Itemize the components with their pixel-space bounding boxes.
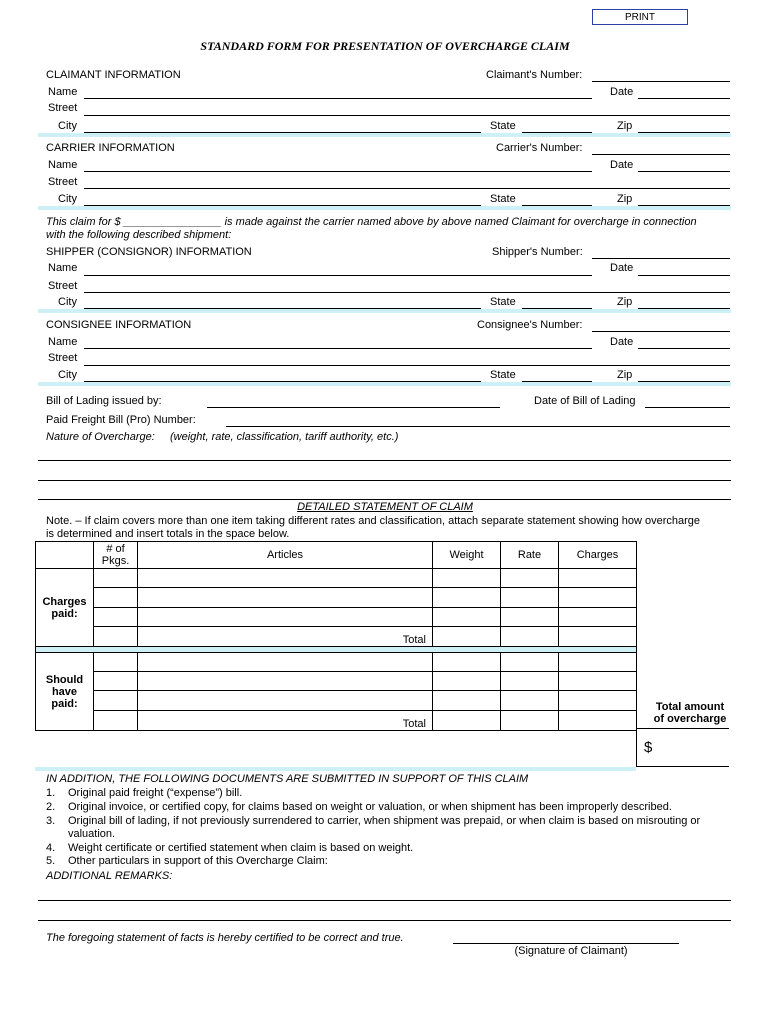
table-cell[interactable] [138, 691, 433, 711]
consignee-heading: CONSIGNEE INFORMATION [46, 319, 192, 331]
additional-remarks-label: ADDITIONAL REMARKS: [46, 870, 173, 882]
bill-of-lading-date-field[interactable] [645, 407, 730, 408]
document-item-3: 3. Original bill of lading, if not previously surrendered to carrier, when shipment was prepaid, or when claim is based on misrouting or [46, 815, 701, 827]
table-cell[interactable] [94, 711, 138, 731]
paid-freight-label: Paid Freight Bill (Pro) Number: [46, 414, 196, 426]
nature-hint: (weight, rate, classification, tariff authority, etc.) [170, 431, 399, 443]
detail-note-line2: is determined and insert totals in the space below. [46, 528, 290, 540]
document-item-2: 2. Original invoice, or certified copy, for claims based on weight or valuation, or when shipment has been improperly described. [46, 801, 672, 813]
consignee-number-label: Consignee's Number: [477, 319, 583, 331]
total-overcharge-label: Total amount of overcharge [653, 701, 727, 725]
section-divider [38, 382, 731, 386]
table-cell[interactable] [138, 672, 433, 691]
table-cell[interactable] [138, 608, 433, 627]
carrier-date-label: Date [610, 159, 634, 171]
table-cell[interactable] [559, 608, 637, 627]
consignee-city-label: City [58, 369, 77, 381]
table-cell[interactable] [433, 588, 501, 608]
nature-line-2[interactable] [38, 480, 731, 481]
claimant-date-field[interactable] [638, 98, 730, 99]
table-cell[interactable] [94, 627, 138, 647]
shipper-date-label: Date [610, 262, 634, 274]
table-cell[interactable] [559, 653, 637, 672]
carrier-street-field[interactable] [84, 188, 730, 189]
bill-of-lading-date-label: Date of Bill of Lading [534, 395, 636, 407]
signature-field[interactable] [453, 943, 679, 944]
should-have-paid-total-label: Total [138, 711, 433, 731]
claim-statement-line1: This claim for $ ________________ is made against the carrier named above by above named Claimant for overcharge in connection [46, 216, 697, 228]
carrier-zip-label: Zip [617, 193, 633, 205]
col-weight-header: Weight [433, 542, 501, 569]
consignee-date-field[interactable] [638, 348, 730, 349]
table-cell[interactable] [501, 653, 559, 672]
carrier-name-field[interactable] [84, 171, 592, 172]
document-item-4: 4. Weight certificate or certified statement when claim is based on weight. [46, 842, 414, 854]
table-bottom-strip [35, 767, 636, 771]
carrier-number-label: Carrier's Number: [496, 142, 583, 154]
consignee-street-field[interactable] [84, 365, 730, 366]
claim-table [35, 541, 637, 731]
table-cell[interactable] [559, 672, 637, 691]
carrier-heading: CARRIER INFORMATION [46, 142, 175, 154]
table-cell[interactable] [501, 672, 559, 691]
claimant-city-label: City [58, 120, 77, 132]
table-cell[interactable] [559, 627, 637, 647]
table-cell[interactable] [501, 569, 559, 588]
claimant-date-label: Date [610, 86, 634, 98]
document-item-5: 5. Other particulars in support of this Overcharge Claim: [46, 855, 328, 867]
carrier-city-label: City [58, 193, 77, 205]
carrier-date-field[interactable] [638, 171, 730, 172]
table-cell[interactable] [501, 588, 559, 608]
remarks-line-2[interactable] [38, 920, 731, 921]
consignee-name-field[interactable] [84, 348, 592, 349]
table-cell[interactable] [501, 711, 559, 731]
col-charges-header: Charges [559, 542, 637, 569]
table-cell[interactable] [138, 569, 433, 588]
shipper-heading: SHIPPER (CONSIGNOR) INFORMATION [46, 246, 252, 258]
consignee-state-label: State [490, 369, 516, 381]
table-cell[interactable] [559, 691, 637, 711]
section-divider [38, 206, 731, 210]
shipper-state-label: State [490, 296, 516, 308]
claimant-street-label: Street [48, 102, 78, 114]
table-cell[interactable] [559, 569, 637, 588]
consignee-street-label: Street [48, 352, 78, 364]
table-cell[interactable] [433, 608, 501, 627]
carrier-state-label: State [490, 193, 516, 205]
claimant-zip-label: Zip [617, 120, 633, 132]
carrier-number-field[interactable] [592, 154, 730, 155]
carrier-name-label: Name [48, 159, 78, 171]
consignee-date-label: Date [610, 336, 634, 348]
detail-heading: DETAILED STATEMENT OF CLAIM [297, 501, 473, 513]
nature-line-3[interactable] [38, 499, 731, 500]
table-cell[interactable] [138, 653, 433, 672]
table-cell[interactable] [94, 672, 138, 691]
paid-freight-field[interactable] [226, 426, 730, 427]
table-cell[interactable] [433, 653, 501, 672]
consignee-zip-label: Zip [617, 369, 633, 381]
consignee-name-label: Name [48, 336, 78, 348]
carrier-street-label: Street [48, 176, 78, 188]
claimant-heading: CLAIMANT INFORMATION [46, 69, 181, 81]
claim-statement-line2: with the following described shipment: [46, 229, 232, 241]
section-divider [38, 309, 731, 313]
shipper-name-label: Name [48, 262, 78, 274]
print-button[interactable]: PRINT [592, 9, 688, 25]
shipper-number-label: Shipper's Number: [492, 246, 583, 258]
claimant-number-field[interactable] [592, 81, 730, 82]
document-item-3-cont: valuation. [68, 828, 116, 840]
charges-paid-total-label: Total [138, 627, 433, 647]
table-cell[interactable] [559, 588, 637, 608]
remarks-line-1[interactable] [38, 900, 731, 901]
table-cell[interactable] [433, 691, 501, 711]
documents-heading: IN ADDITION, THE FOLLOWING DOCUMENTS ARE SUBMITTED IN SUPPORT OF THIS CLAIM [46, 773, 529, 785]
section-divider [38, 133, 731, 137]
col-articles-header: Articles [138, 542, 433, 569]
consignee-number-field[interactable] [592, 331, 730, 332]
charges-paid-label: Charges paid: [36, 569, 94, 647]
document-item-1: 1. Original paid freight (“expense”) bill. [46, 787, 243, 799]
shipper-city-label: City [58, 296, 77, 308]
col-rate-header: Rate [501, 542, 559, 569]
nature-line-1[interactable] [38, 460, 731, 461]
signature-label: (Signature of Claimant) [514, 945, 628, 957]
table-cell[interactable] [94, 653, 138, 672]
bill-of-lading-label: Bill of Lading issued by: [46, 395, 162, 407]
table-cell[interactable] [94, 569, 138, 588]
table-cell[interactable] [433, 627, 501, 647]
table-cell[interactable] [433, 569, 501, 588]
shipper-zip-label: Zip [617, 296, 633, 308]
nature-label: Nature of Overcharge: [46, 431, 155, 443]
bill-of-lading-field[interactable] [207, 407, 500, 408]
table-cell[interactable] [433, 672, 501, 691]
detail-note-line1: Note. – If claim covers more than one item taking different rates and classification, attach separate statement showing how overcharge [46, 515, 701, 527]
shipper-name-field[interactable] [84, 275, 592, 276]
table-cell[interactable] [94, 588, 138, 608]
shipper-street-label: Street [48, 280, 78, 292]
table-cell[interactable] [94, 608, 138, 627]
col-pkgs-header: # of Pkgs. [94, 542, 138, 569]
table-cell[interactable] [94, 691, 138, 711]
table-cell[interactable] [501, 608, 559, 627]
shipper-number-field[interactable] [592, 258, 730, 259]
form-title: STANDARD FORM FOR PRESENTATION OF OVERCHARGE CLAIM [200, 39, 570, 53]
shipper-date-field[interactable] [638, 275, 730, 276]
table-cell[interactable] [433, 711, 501, 731]
should-have-paid-label: Should have paid: [36, 653, 94, 731]
claimant-street-field[interactable] [84, 115, 730, 116]
dollar-sign: $ [644, 739, 653, 756]
shipper-street-field[interactable] [84, 292, 730, 293]
table-cell[interactable] [559, 711, 637, 731]
claimant-number-label: Claimant's Number: [486, 69, 583, 81]
claimant-state-label: State [490, 120, 516, 132]
table-cell[interactable] [138, 588, 433, 608]
claimant-name-label: Name [48, 86, 78, 98]
table-cell[interactable] [501, 691, 559, 711]
table-corner [36, 542, 94, 569]
table-cell[interactable] [501, 627, 559, 647]
certification-text: The foregoing statement of facts is hereby certified to be correct and true. [46, 932, 404, 944]
claimant-name-field[interactable] [84, 98, 592, 99]
